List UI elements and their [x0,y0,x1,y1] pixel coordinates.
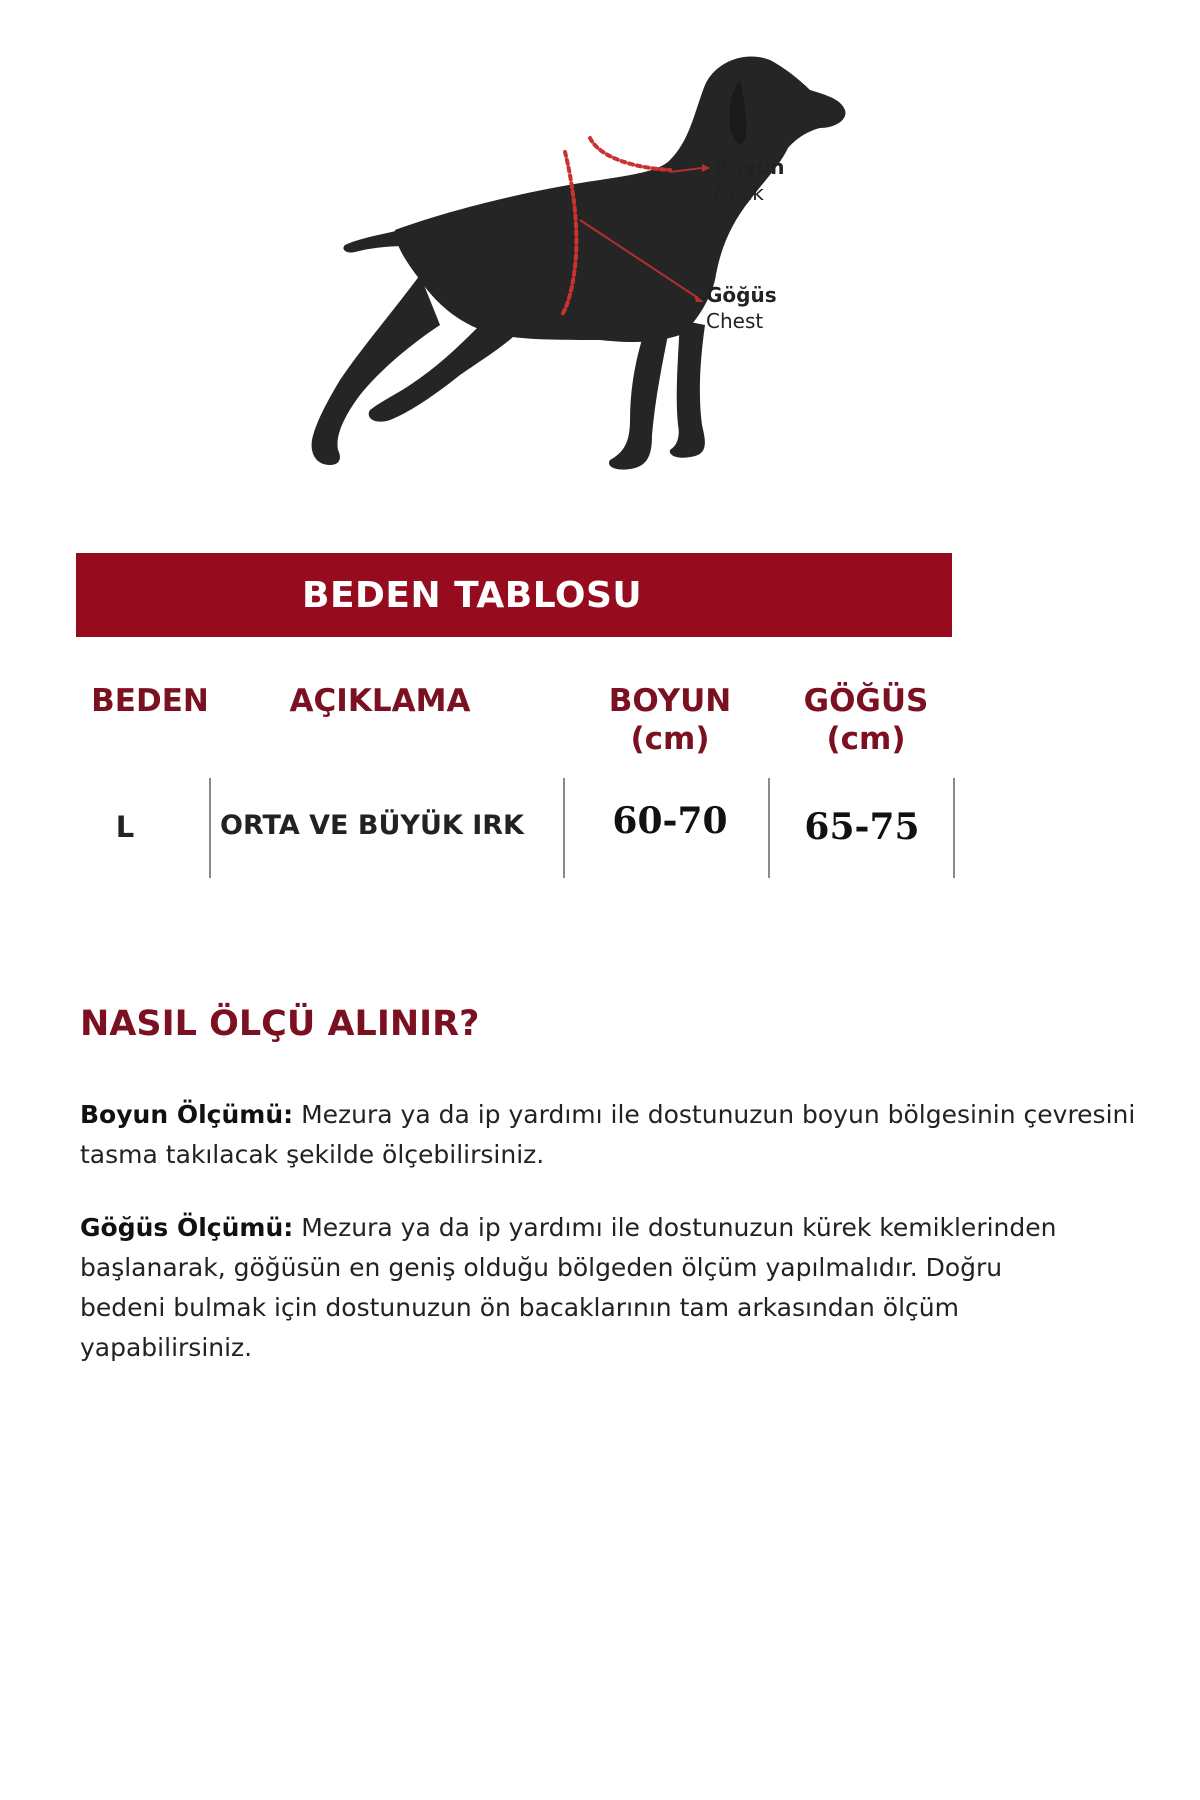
neck-instructions [80,1095,1140,1175]
dog-silhouette [312,56,846,469]
chest-label [706,282,777,334]
header-description: AÇIKLAMA [289,683,471,719]
row-size: L [115,810,135,844]
chest-instructions-text: Mezura ya da ip yardımı ile dostunuzun kürek kemiklerinden başlanarak, göğüsün en geniş olduğu bölgeden ölçüm yapılmalıdır. Doğru bedeni bulmak için dostunuzun ön bacaklarının tam arkasından ölçüm yapabilirsiniz. [80,1213,1057,1362]
table-divider [209,778,211,878]
neck-instructions-text: Mezura ya da ip yardımı ile dostunuzun boyun bölgesinin çevresini tasma takılacak şekilde ölçebilirsiniz. [80,1100,1136,1169]
header-neck-title: BOYUN [608,683,732,719]
row-neck-value: 60-70 [612,800,728,842]
row-description: ORTA VE BÜYÜK IRK [220,810,524,841]
chest-instructions [80,1208,1080,1368]
neck-label [714,154,785,206]
neck-label-en: Neck [714,181,764,205]
header-chest-unit: (cm) [826,721,906,757]
size-table-banner: BEDEN TABLOSU [76,553,952,637]
table-divider [563,778,565,878]
header-chest-title: GÖĞÜS [803,683,929,719]
neck-measure-line [590,138,670,170]
header-size: BEDEN [91,683,209,719]
chest-label-en: Chest [706,309,764,333]
neck-label-tr: Boyun [714,155,785,179]
header-neck-unit: (cm) [630,721,710,757]
dog-measurement-illustration [300,40,980,500]
neck-instructions-heading: Boyun Ölçümü: [80,1100,294,1129]
table-divider [768,778,770,878]
row-chest-value: 65-75 [804,806,920,848]
chest-instructions-heading: Göğüs Ölçümü: [80,1213,294,1242]
header-neck [580,682,760,758]
table-divider [953,778,955,878]
header-chest [776,682,956,758]
chest-label-tr: Göğüs [706,283,777,307]
guide-title: NASIL ÖLÇÜ ALINIR? [80,1004,480,1044]
